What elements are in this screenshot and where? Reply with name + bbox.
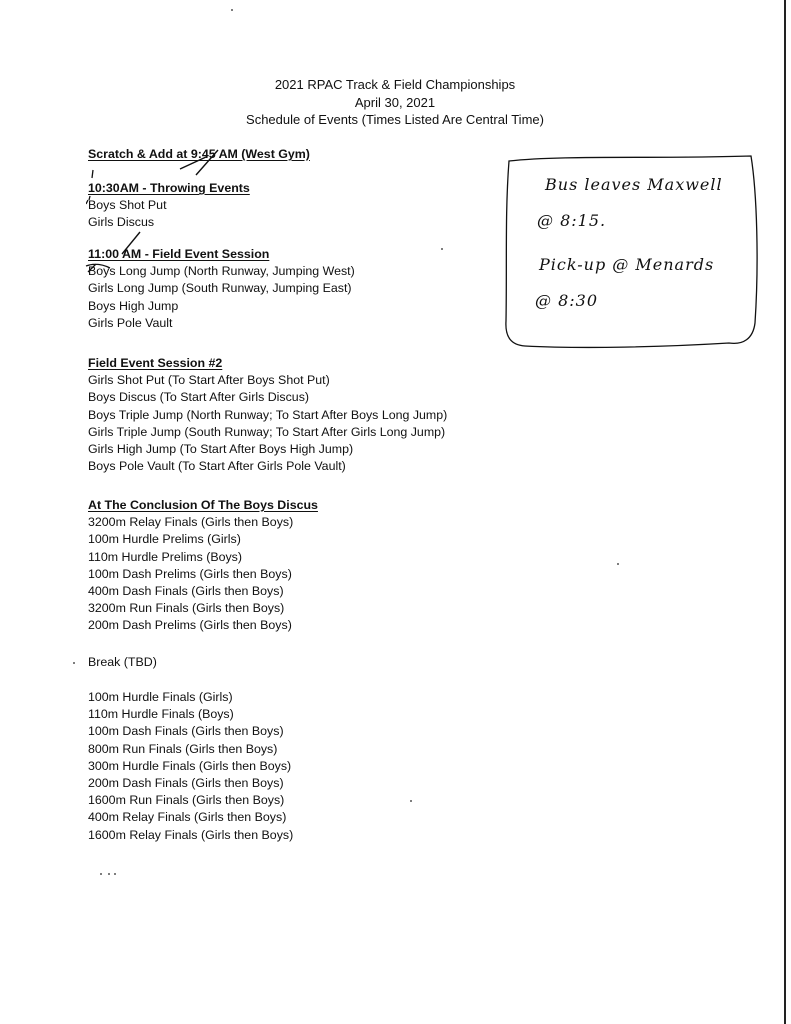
note-line: @ 8:30 — [535, 291, 599, 310]
list-item: Girls High Jump (To Start After Boys High Jump) — [88, 442, 354, 457]
throwing-section — [88, 180, 250, 232]
scan-speck — [100, 873, 102, 875]
list-item: 100m Dash Prelims (Girls then Boys) — [88, 566, 292, 581]
list-item: 3200m Relay Finals (Girls then Boys) — [88, 515, 294, 530]
list-item: Boys Discus (To Start After Girls Discus) — [88, 390, 310, 405]
list-item: Girls Long Jump (South Runway, Jumping East) — [88, 281, 352, 296]
note-line: Pick-up @ Menards — [539, 255, 715, 274]
list-item: Girls Shot Put (To Start After Boys Shot Put) — [88, 373, 330, 388]
list-item: Girls Pole Vault — [88, 315, 173, 330]
scan-speck — [114, 873, 116, 875]
scan-speck — [108, 873, 110, 875]
list-item: 1600m Relay Finals (Girls then Boys) — [88, 827, 294, 842]
throwing-heading: 10:30AM - Throwing Events — [88, 181, 250, 195]
list-item: Girls Discus — [88, 215, 155, 230]
list-item: 100m Hurdle Prelims (Girls) — [88, 532, 241, 547]
field-session-2 — [88, 355, 447, 475]
track-session-1 — [88, 497, 318, 635]
list-item: Boys Triple Jump (North Runway; To Start After Boys Long Jump) — [88, 407, 448, 422]
list-item: Girls Triple Jump (South Runway; To Start After Girls Long Jump) — [88, 424, 446, 439]
document-title: 2021 RPAC Track & Field Championships — [274, 77, 516, 92]
note-line: @ 8:15. — [537, 211, 607, 230]
scratch-section — [88, 146, 310, 163]
document-header — [150, 76, 640, 129]
list-item: 3200m Run Finals (Girls then Boys) — [88, 601, 285, 616]
field-session-2-heading: Field Event Session #2 — [88, 356, 223, 370]
list-item: 100m Hurdle Finals (Girls) — [88, 690, 233, 704]
scan-speck — [231, 9, 233, 11]
list-item: Boys High Jump — [88, 298, 179, 313]
list-item: Boys Pole Vault (To Start After Girls Pole Vault) — [88, 459, 346, 474]
scratch-heading: Scratch & Add at 9:45 AM (West Gym) — [88, 147, 310, 161]
scan-speck — [441, 248, 443, 250]
track-session-2 — [88, 689, 293, 844]
list-item: 400m Dash Finals (Girls then Boys) — [88, 584, 284, 599]
list-item: Boys Long Jump (North Runway, Jumping West) — [88, 264, 355, 279]
list-item: 110m Hurdle Prelims (Boys) — [88, 549, 243, 564]
list-item: 300m Hurdle Finals (Girls then Boys) — [88, 758, 292, 773]
field-session-1 — [88, 246, 355, 332]
note-line: Bus leaves Maxwell — [545, 175, 723, 194]
list-item: 400m Relay Finals (Girls then Boys) — [88, 810, 287, 825]
list-item: 1600m Run Finals (Girls then Boys) — [88, 793, 285, 808]
handwritten-note — [503, 153, 761, 349]
scan-speck — [73, 662, 75, 664]
scan-speck — [617, 563, 619, 565]
document-subtitle: Schedule of Events (Times Listed Are Central Time) — [246, 112, 544, 127]
list-item: 110m Hurdle Finals (Boys) — [88, 707, 234, 722]
break-label: Break (TBD) — [88, 655, 157, 669]
field-session-1-heading: 11:00 AM - Field Event Session — [88, 247, 270, 261]
list-item: Boys Shot Put — [88, 198, 167, 213]
list-item: 100m Dash Finals (Girls then Boys) — [88, 724, 284, 739]
document-date: April 30, 2021 — [354, 94, 436, 110]
track-session-1-heading: At The Conclusion Of The Boys Discus — [88, 498, 318, 512]
list-item: 800m Run Finals (Girls then Boys) — [88, 741, 278, 756]
list-item: 200m Dash Prelims (Girls then Boys) — [88, 618, 292, 633]
scan-speck — [410, 800, 412, 802]
list-item: 200m Dash Finals (Girls then Boys) — [88, 776, 284, 791]
page-edge-line — [784, 0, 786, 1024]
